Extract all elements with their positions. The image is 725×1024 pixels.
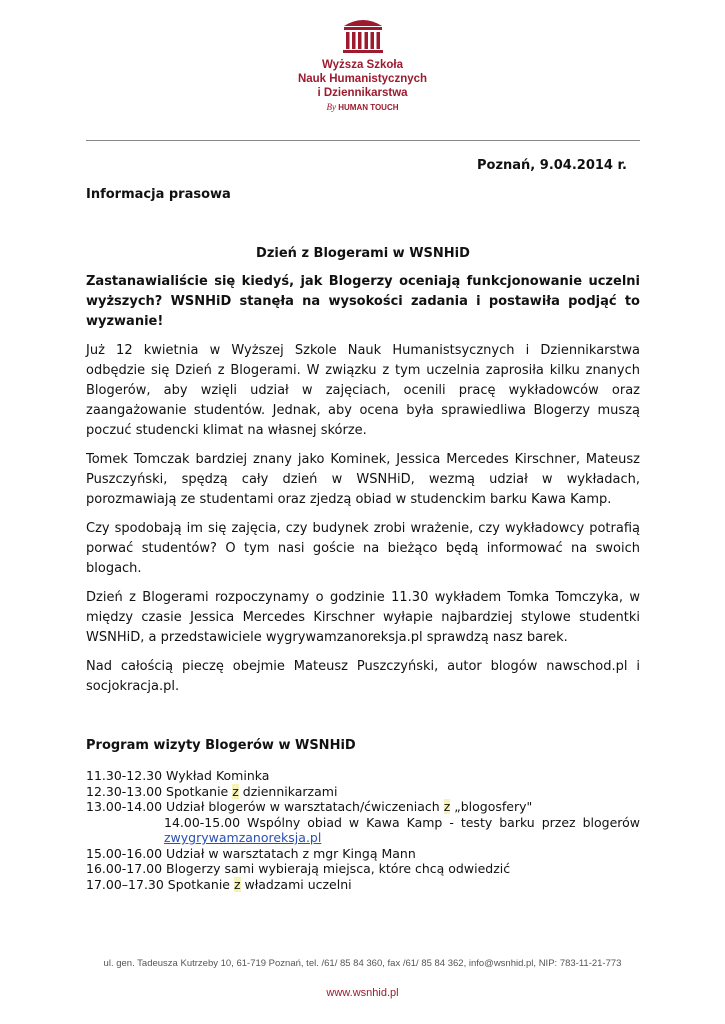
schedule-item: 11.30-12.30 Wykład Kominka <box>86 768 270 783</box>
program-title: Program wizyty Blogerów w WSNHiD <box>86 738 356 753</box>
footer-address: ul. gen. Tadeusza Kutrzeby 10, 61-719 Poznań, tel. /61/ 85 84 360, fax /61/ 85 84 362, info@wsnhid.pl, NIP: 783-11-21-773 <box>103 958 622 969</box>
document-date: Poznań, 9.04.2014 r. <box>477 158 627 173</box>
paragraph-1: Już 12 kwietnia w Wyższej Szkole Nauk Humanistsycznych i Dziennikarstwa odbędzie się Dzień z Blogerami. W związku z tym uczelnia zaprosiła kilku znanych Blogerów, aby wzięli udział w zajęciach, ocenili pracę wykładowców oraz zaangażowanie studentów. Jednak, aby ocena była sprawiedliwa Blogerzy muszą poczuć studencki klimat na własnej skórze. <box>86 343 640 438</box>
schedule-text: 17.00–17.30 Spotkanie <box>86 876 234 892</box>
schedule-item: 15.00-16.00 Udział w warsztatach z mgr Kingą Mann <box>86 845 416 861</box>
highlighted-word: z <box>233 876 241 892</box>
highlighted-word: z <box>443 799 451 814</box>
schedule-text: 13.00-14.00 Udział blogerów w warsztatach/ćwiczeniach <box>86 799 444 814</box>
paragraph-4: Dzień z Blogerami rozpoczynamy o godzinie 11.30 wykładem Tomka Tomczyka, w między czasie Jessica Mercedes Kirschner wyłapie najbardziej stylowe studentki WSNHiD, a przedstawiciele wygrywamzanoreksja.pl sprawdzą nasz barek. <box>86 590 640 645</box>
schedule-item <box>86 815 640 846</box>
school-logo <box>0 16 725 112</box>
schedule-item <box>86 799 640 815</box>
blog-link[interactable]: zwygrywamzanoreksja.pl <box>164 830 322 845</box>
paragraph-2: Tomek Tomczak bardziej znany jako Kominek, Jessica Mercedes Kirschner, Mateusz Puszczyński, spędzą cały dzień w WSNHiD, wezmą udział w wykładach, porozmawiają ze studentami oraz zjedzą obiad w studenckim barku Kawa Kamp. <box>86 452 640 507</box>
schedule-item: 16.00-17.00 Blogerzy sami wybierają miejsca, które chcą odwiedzić <box>86 861 511 876</box>
schedule-text: 12.30-13.00 Spotkanie <box>86 783 233 799</box>
document-type: Informacja prasowa <box>86 187 231 202</box>
schedule-text: 14.00-15.00 Wspólny obiad w Kawa Kamp - testy barku przez blogerów <box>164 814 640 830</box>
school-name-line1: Wyższa Szkoła <box>322 59 403 71</box>
schedule-text: dziennikarzami <box>238 783 338 799</box>
document-title: Dzień z Blogerami w WSNHiD <box>256 246 470 261</box>
header-divider <box>86 140 640 141</box>
tagline-by: By <box>326 102 336 112</box>
tagline-human-touch: HUMAN TOUCH <box>338 103 399 112</box>
paragraph-3: Czy spodobają im się zajęcia, czy budynek zrobi wrażenie, czy wykładowcy potrafią porwać studentów? O tym nasi goście na bieżąco będą informować na swoich blogach. <box>86 521 640 576</box>
tagline <box>0 102 725 112</box>
schedule-text: „blogosfery" <box>450 799 533 814</box>
building-columns-icon <box>340 16 386 54</box>
highlighted-word: z <box>232 783 239 799</box>
schedule-text: władzami uczelni <box>240 876 352 892</box>
footer-website-link[interactable]: www.wsnhid.pl <box>326 987 399 999</box>
lead-paragraph: Zastanawialiście się kiedyś, jak Blogerzy oceniają funkcjonowanie uczelni wyższych? WSNHiD stanęła na wysokości zadania i postawiła podjąć to wyzwanie! <box>86 274 640 329</box>
document-body <box>86 244 640 892</box>
program-schedule <box>86 768 640 892</box>
school-name-line3: i Dziennikarstwa <box>317 87 408 99</box>
schedule-item <box>86 877 640 893</box>
school-name-line2: Nauk Humanistycznych <box>297 73 428 85</box>
paragraph-5: Nad całością pieczę obejmie Mateusz Puszczyński, autor blogów nawschod.pl i socjokracja.pl. <box>86 659 640 694</box>
schedule-item <box>86 784 640 800</box>
